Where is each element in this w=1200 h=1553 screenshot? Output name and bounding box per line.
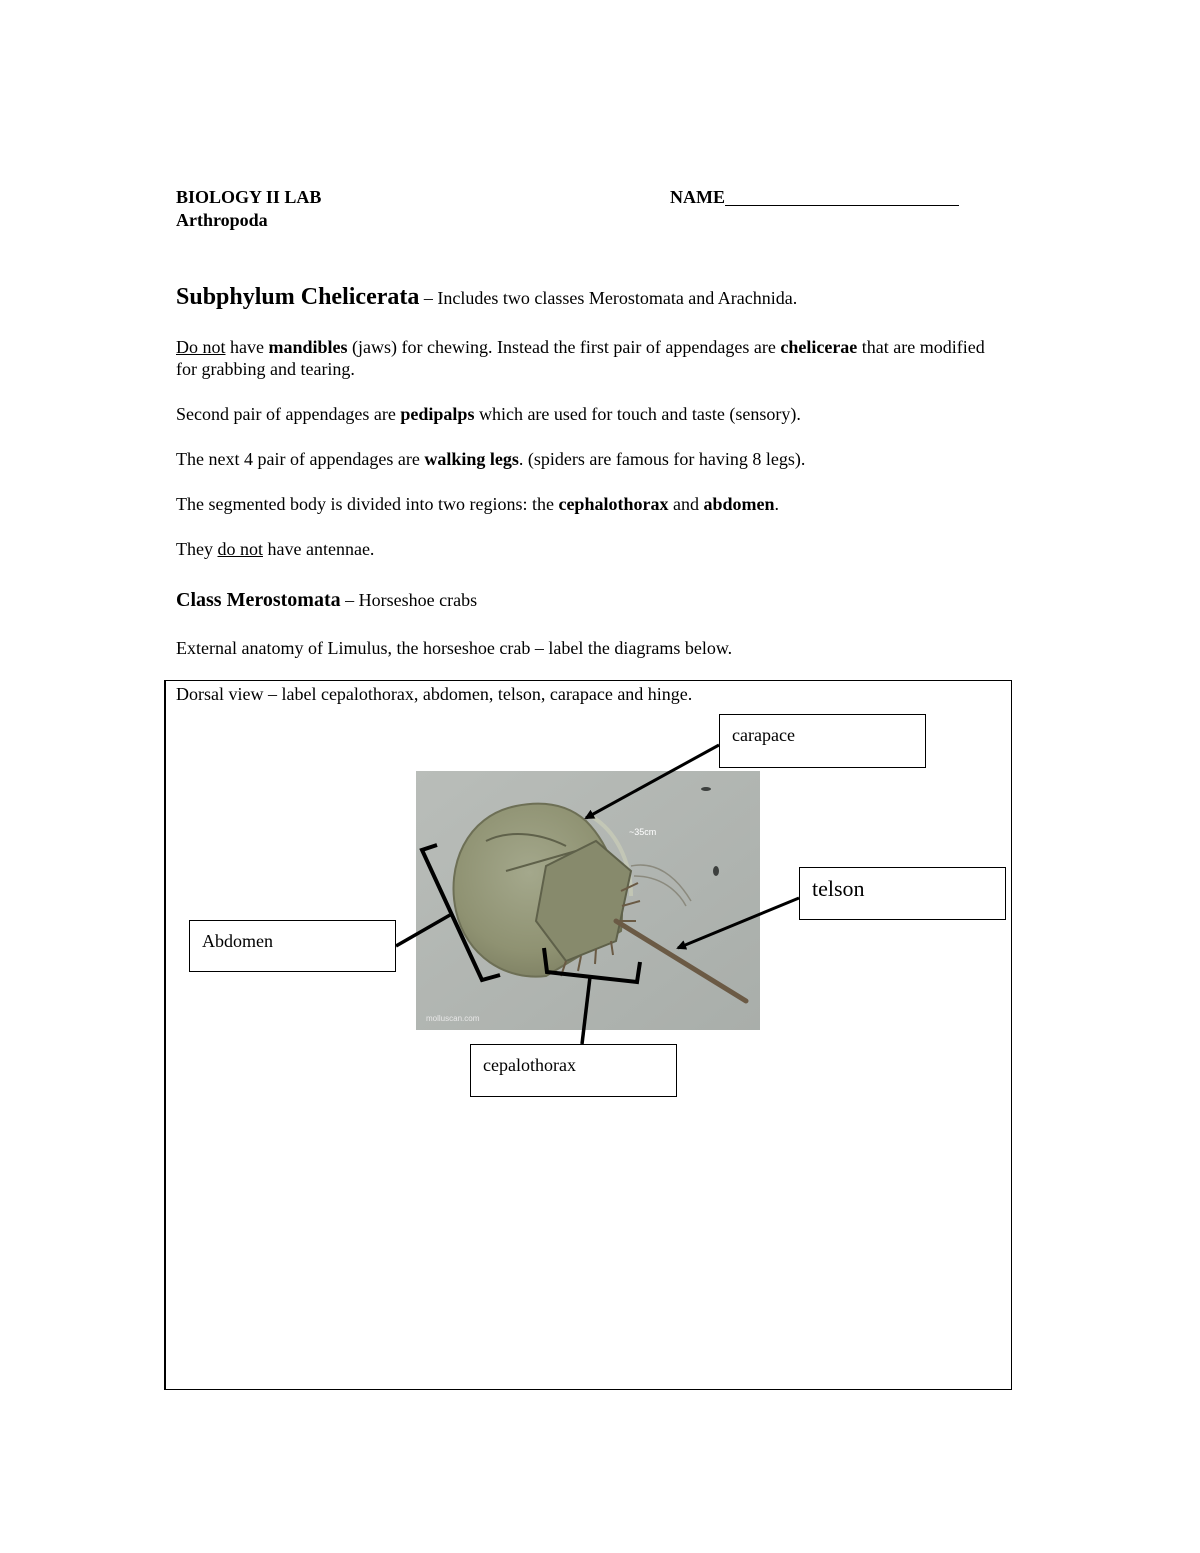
paragraph-walking-legs: The next 4 pair of appendages are walking legs. (spiders are famous for having 8 legs). <box>176 449 806 469</box>
carapace-arrow <box>586 745 719 818</box>
name-label: NAME <box>670 187 725 207</box>
course-title: BIOLOGY II LAB <box>176 187 322 207</box>
diagram-caption: Dorsal view – label cepalothorax, abdomen, telson, carapace and hinge. <box>176 684 693 704</box>
paragraph-mandibles: Do not have mandibles (jaws) for chewing. Instead the first pair of appendages are chelicerae that are modified for grabbing and tearing. <box>176 337 985 379</box>
section-heading-chelicerata: Subphylum Chelicerata – Includes two classes Merostomata and Arachnida. <box>176 284 798 310</box>
paragraph-antennae: They do not have antennae. <box>176 539 375 559</box>
section-description: Includes two classes Merostomata and Arachnida. <box>437 288 798 308</box>
class-description: Horseshoe crabs <box>358 590 478 610</box>
label-telson: telson <box>812 876 865 901</box>
label-carapace: carapace <box>732 725 795 745</box>
section-title: Subphylum Chelicerata <box>176 284 420 310</box>
photo-credit: molluscan.com <box>426 1014 480 1023</box>
label-cephalothorax: cepalothorax <box>483 1055 576 1075</box>
cephalothorax-connector <box>582 977 590 1044</box>
telson-arrow <box>678 898 799 948</box>
abdomen-bracket <box>422 845 500 980</box>
paragraph-pedipalps: Second pair of appendages are pedipalps which are used for touch and taste (sensory). <box>176 404 801 424</box>
label-abdomen: Abdomen <box>202 931 273 951</box>
paragraph-body-regions: The segmented body is divided into two regions: the cephalothorax and abdomen. <box>176 494 779 514</box>
cephalothorax-bracket <box>544 948 640 982</box>
topic-title: Arthropoda <box>176 210 268 230</box>
section-heading-merostomata: Class Merostomata – Horseshoe crabs <box>176 589 478 611</box>
class-title: Class Merostomata <box>176 589 341 611</box>
instruction-text: External anatomy of Limulus, the horseshoe crab – label the diagrams below. <box>176 638 733 658</box>
photo-scale-text: ~35cm <box>629 827 657 837</box>
abdomen-connector <box>396 915 450 946</box>
